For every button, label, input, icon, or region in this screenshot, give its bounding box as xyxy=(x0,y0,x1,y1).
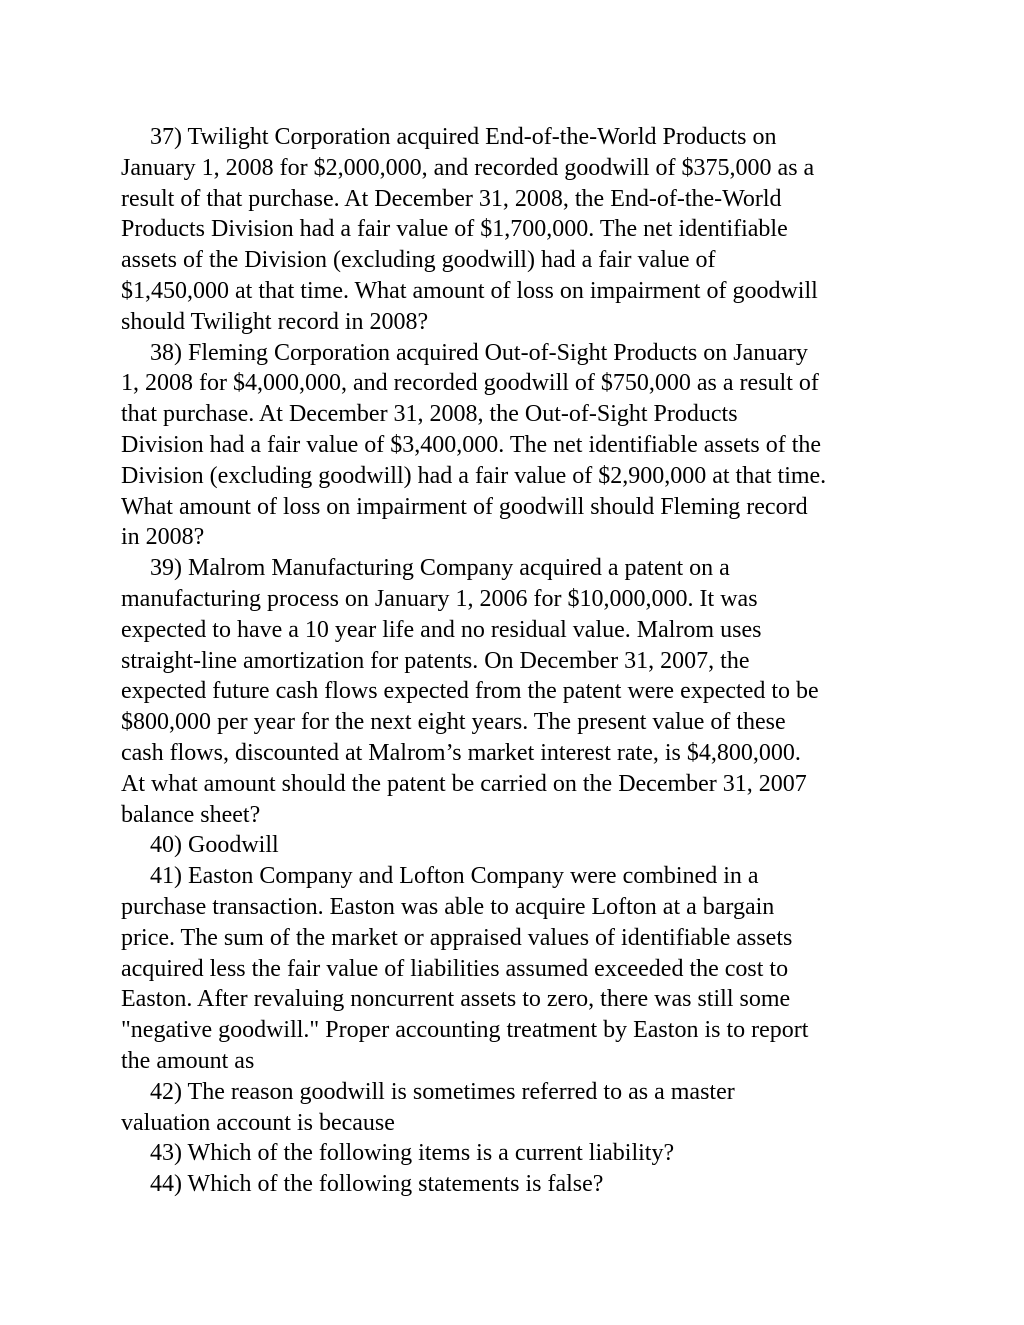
question-line: that purchase. At December 31, 2008, the Out-of-Sight Products xyxy=(121,401,738,428)
question-line: "negative goodwill." Proper accounting treatment by Easton is to report xyxy=(121,1017,809,1044)
question-line: should Twilight record in 2008? xyxy=(121,308,429,335)
document-page xyxy=(121,122,921,1200)
question-line: Products Division had a fair value of $1,700,000. The net identifiable xyxy=(121,216,788,243)
question-line: 42) The reason goodwill is sometimes referred to as a master xyxy=(150,1078,735,1105)
question-43 xyxy=(121,1138,921,1169)
question-line: January 1, 2008 for $2,000,000, and recorded goodwill of $375,000 as a xyxy=(121,154,815,181)
question-37 xyxy=(121,122,921,338)
question-41 xyxy=(121,861,921,1077)
question-line: expected future cash flows expected from the patent were expected to be xyxy=(121,678,819,705)
question-40 xyxy=(121,830,921,861)
question-line: 41) Easton Company and Lofton Company were combined in a xyxy=(150,863,759,890)
question-line: What amount of loss on impairment of goodwill should Fleming record xyxy=(121,493,808,520)
question-line: Easton. After revaluing noncurrent assets to zero, there was still some xyxy=(121,986,791,1013)
question-line: balance sheet? xyxy=(121,801,261,828)
question-line: 40) Goodwill xyxy=(150,832,279,859)
question-line: assets of the Division (excluding goodwill) had a fair value of xyxy=(121,247,716,274)
question-42 xyxy=(121,1077,921,1139)
question-line: cash flows, discounted at Malrom’s market interest rate, is $4,800,000. xyxy=(121,739,801,766)
question-line: $1,450,000 at that time. What amount of loss on impairment of goodwill xyxy=(121,277,818,304)
question-line: 37) Twilight Corporation acquired End-of-the-World Products on xyxy=(150,124,777,150)
question-38 xyxy=(121,338,921,554)
question-line: Division (excluding goodwill) had a fair value of $2,900,000 at that time. xyxy=(121,462,827,489)
question-line: 39) Malrom Manufacturing Company acquired a patent on a xyxy=(150,555,730,582)
question-line: result of that purchase. At December 31, 2008, the End-of-the-World xyxy=(121,185,782,212)
question-line: 43) Which of the following items is a current liability? xyxy=(150,1140,675,1167)
question-line: the amount as xyxy=(121,1047,255,1074)
question-line: $800,000 per year for the next eight years. The present value of these xyxy=(121,709,786,736)
question-line: expected to have a 10 year life and no residual value. Malrom uses xyxy=(121,616,762,643)
question-39 xyxy=(121,553,921,830)
question-line: acquired less the fair value of liabilities assumed exceeded the cost to xyxy=(121,955,789,982)
question-line: manufacturing process on January 1, 2006 for $10,000,000. It was xyxy=(121,585,758,612)
question-line: price. The sum of the market or appraised values of identifiable assets xyxy=(121,924,793,951)
question-line: in 2008? xyxy=(121,524,205,551)
question-line: 38) Fleming Corporation acquired Out-of-Sight Products on January xyxy=(150,339,808,366)
question-line: 44) Which of the following statements is false? xyxy=(150,1171,604,1198)
question-line: Division had a fair value of $3,400,000. The net identifiable assets of the xyxy=(121,431,822,458)
question-line: purchase transaction. Easton was able to acquire Lofton at a bargain xyxy=(121,893,775,920)
question-line: At what amount should the patent be carried on the December 31, 2007 xyxy=(121,770,807,797)
question-line: straight-line amortization for patents. On December 31, 2007, the xyxy=(121,647,750,674)
question-44 xyxy=(121,1169,921,1200)
question-line: valuation account is because xyxy=(121,1109,395,1136)
question-line: 1, 2008 for $4,000,000, and recorded goodwill of $750,000 as a result of xyxy=(121,370,819,397)
